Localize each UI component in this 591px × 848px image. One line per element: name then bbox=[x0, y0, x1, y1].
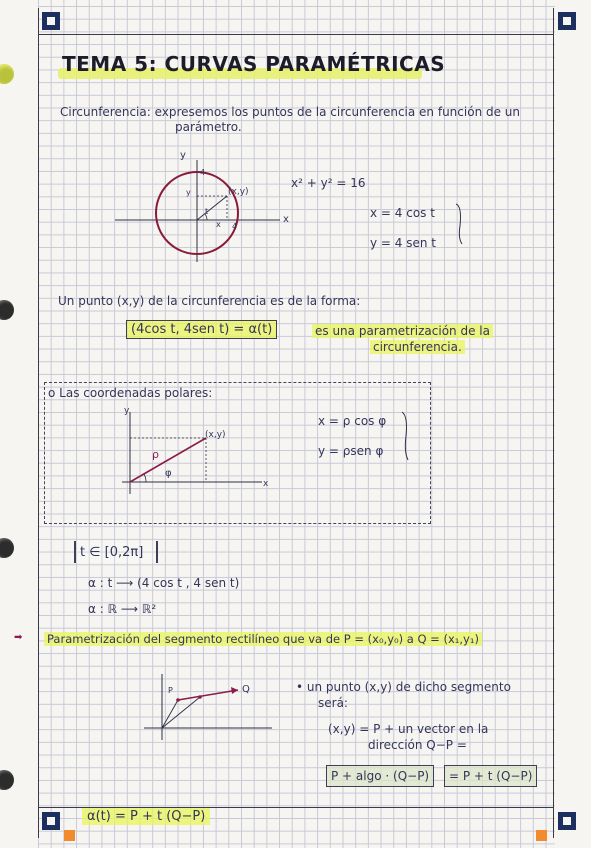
polar-y: y = ρsen φ bbox=[318, 444, 384, 458]
fig3-point-mid bbox=[198, 695, 202, 699]
alpha-final: α(t) = P + t (Q−P) bbox=[82, 808, 210, 825]
fig1-four-top: 4 bbox=[200, 168, 206, 177]
fig1-four-right: 4 bbox=[232, 222, 238, 231]
fig3-vector-mid bbox=[162, 697, 200, 728]
t-interval: t ∈ [0,2π] bbox=[80, 545, 144, 560]
fig1-y-small: y bbox=[186, 188, 191, 197]
arrow-marker-icon: ➡ bbox=[14, 632, 23, 643]
fig3-segment bbox=[178, 690, 238, 700]
fig1-x-small: x bbox=[216, 220, 221, 229]
page-title: TEMA 5: CURVAS PARAMÉTRICAS bbox=[62, 52, 446, 76]
segment-text-1: (x,y) = P + un vector en la bbox=[328, 722, 489, 736]
circle-intro-line-1: Circunferencia: expresemos los puntos de la circunferencia en función de un bbox=[60, 105, 521, 119]
point-form-text: Un punto (x,y) de la circunferencia es de la forma: bbox=[58, 294, 361, 308]
fig3-q-label: Q bbox=[242, 684, 250, 695]
param-tail-2: circunferencia. bbox=[370, 340, 465, 354]
segment-box-1: P + algo · (Q−P) bbox=[326, 765, 434, 787]
fig1-point-label: (x,y) bbox=[228, 187, 249, 197]
fig3-vector-p bbox=[162, 700, 178, 728]
fig2-x-label: x bbox=[263, 479, 269, 489]
segment-bullet-2: será: bbox=[318, 696, 348, 710]
segment-header: Parametrización del segmento rectilíneo que va de P = (x₀,y₀) a Q = (x₁,y₁) bbox=[44, 632, 482, 646]
map-alpha-t: α : t ⟶ (4 cos t , 4 sen t) bbox=[88, 576, 240, 590]
param-expression: (4cos t, 4sen t) = α(t) bbox=[126, 320, 277, 339]
fig2-y-label: y bbox=[124, 406, 130, 416]
circle-intro-line-2: parámetro. bbox=[175, 120, 242, 134]
param-x: x = 4 cos t bbox=[370, 206, 435, 220]
fig2-rho-label: ρ bbox=[152, 448, 159, 461]
fig1-x-label: x bbox=[283, 214, 289, 225]
fig2-phi-label: φ bbox=[165, 468, 172, 479]
param-tail-1: es una parametrización de la bbox=[312, 324, 493, 338]
circle-equation: x² + y² = 16 bbox=[291, 176, 366, 190]
fig1-y-label: y bbox=[180, 150, 186, 161]
fig2-point-label: (x,y) bbox=[205, 430, 226, 440]
fig3-arrowhead bbox=[231, 687, 238, 694]
param-y: y = 4 sen t bbox=[370, 236, 436, 250]
segment-box-2: = P + t (Q−P) bbox=[444, 765, 537, 787]
segment-text-2: dirección Q−P = bbox=[368, 738, 467, 752]
polar-header: o Las coordenadas polares: bbox=[48, 386, 213, 400]
segment-bullet-1: • un punto (x,y) de dicho segmento bbox=[296, 680, 511, 694]
fig3-point-p bbox=[176, 698, 180, 702]
polar-x: x = ρ cos φ bbox=[318, 414, 387, 428]
fig3-p-label: P bbox=[168, 686, 173, 695]
fig1-t-label: t bbox=[205, 207, 209, 216]
map-alpha-domain: α : ℝ ⟶ ℝ² bbox=[88, 602, 157, 616]
